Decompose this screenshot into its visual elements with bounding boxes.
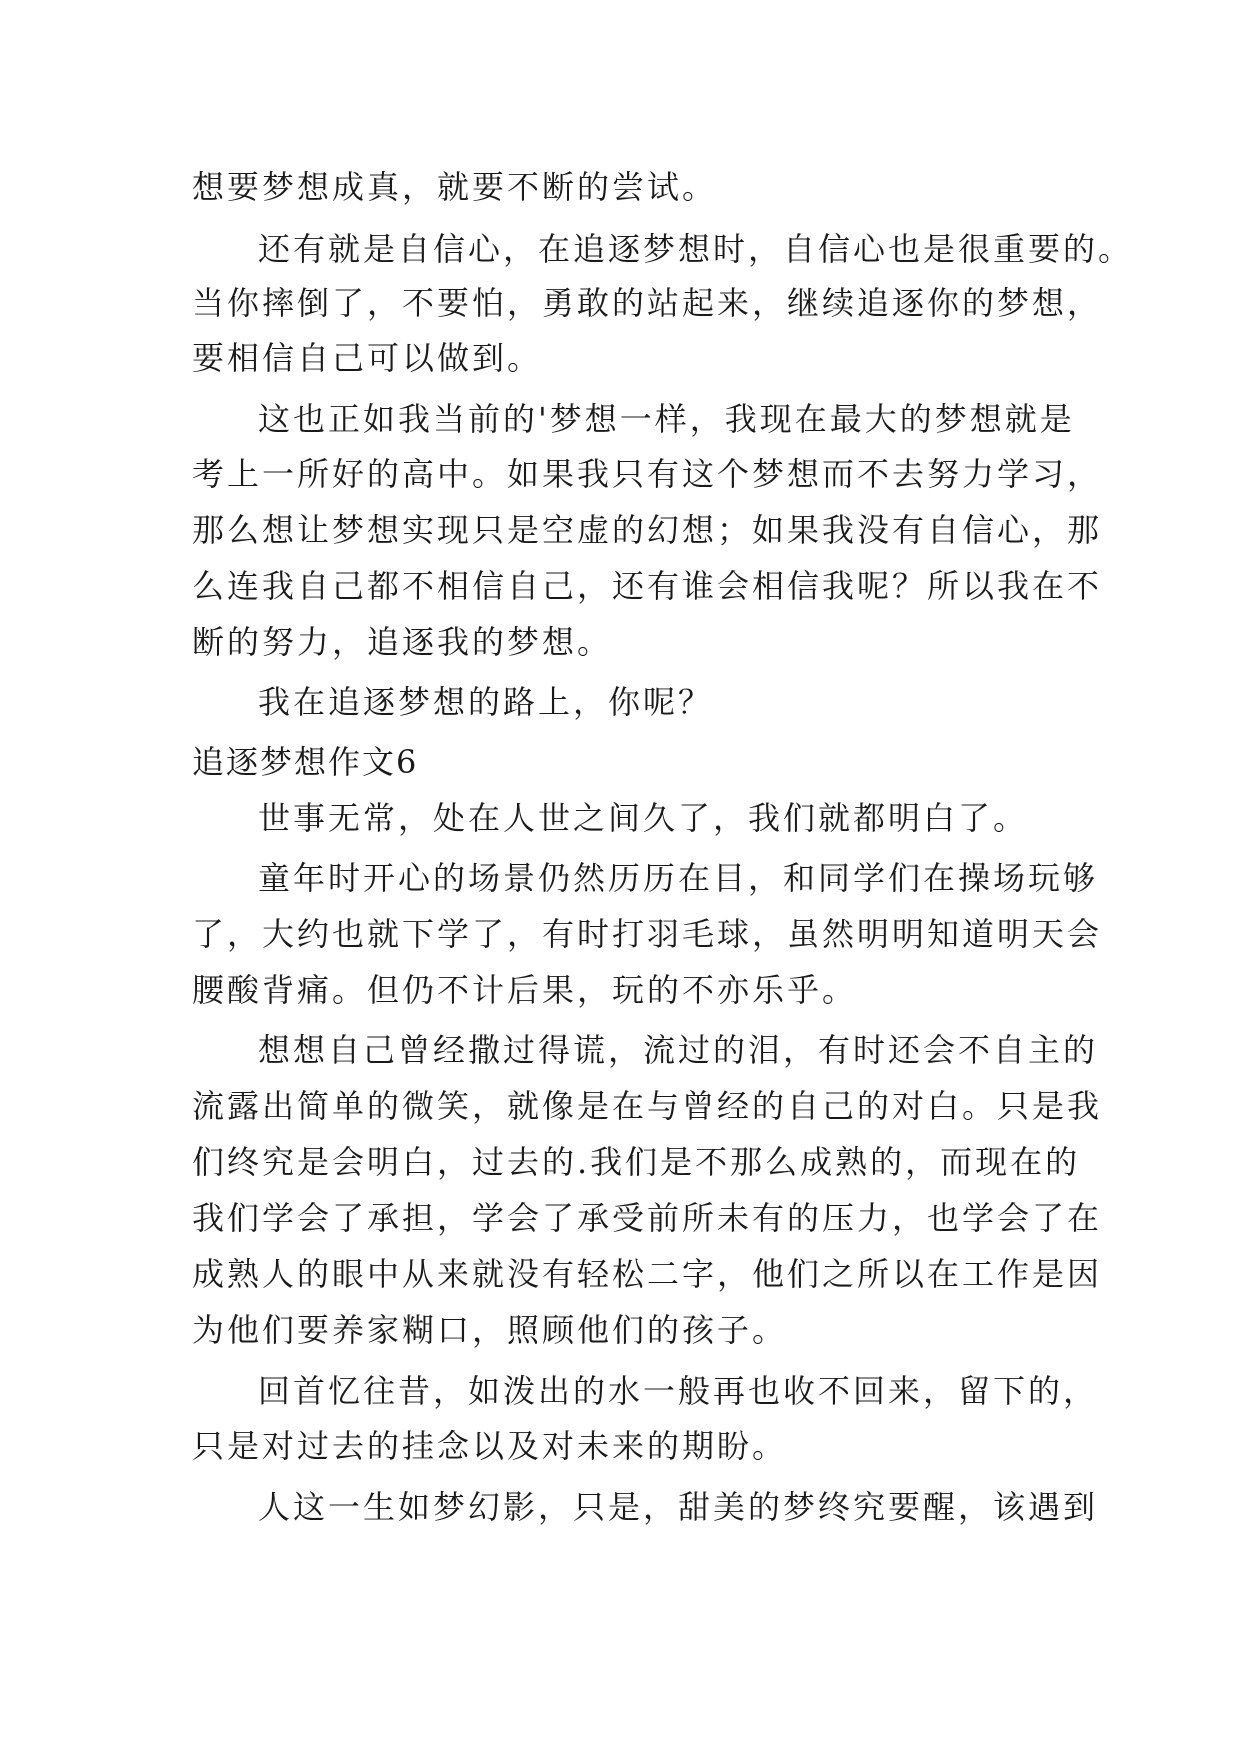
text-line: 么连我自己都不相信自己，还有谁会相信我呢？所以我在不 <box>192 567 1103 605</box>
section-title: 追逐梦想作文6 <box>192 743 419 781</box>
paragraph-start: 这也正如我当前的'梦想一样，我现在最大的梦想就是 <box>258 400 1075 438</box>
text-line: 我们学会了承担，学会了承受前所未有的压力，也学会了在 <box>192 1199 1103 1237</box>
text-line: 考上一所好的高中。如果我只有这个梦想而不去努力学习， <box>192 455 1103 493</box>
text-line: 断的努力，追逐我的梦想。 <box>192 623 613 661</box>
text-line: 那么想让梦想实现只是空虚的幻想；如果我没有自信心，那 <box>192 511 1103 549</box>
paragraph-start: 回首忆往昔，如泼出的水一般再也收不回来，留下的， <box>258 1372 1099 1410</box>
text-line: 只是对过去的挂念以及对未来的期盼。 <box>192 1427 788 1465</box>
paragraph-start: 还有就是自信心，在追逐梦想时，自信心也是很重要的。 <box>258 230 1134 268</box>
text-line: 想要梦想成真，就要不断的尝试。 <box>192 168 718 206</box>
text-line: 腰酸背痛。但仍不计后果，玩的不亦乐乎。 <box>192 971 858 1009</box>
text-line: 为他们要养家糊口，照顾他们的孩子。 <box>192 1311 788 1349</box>
text-line: 要相信自己可以做到。 <box>192 339 543 377</box>
paragraph-start: 童年时开心的场景仍然历历在目，和同学们在操场玩够 <box>258 859 1099 897</box>
text-line: 了，大约也就下学了，有时打羽毛球，虽然明明知道明天会 <box>192 915 1103 953</box>
text-line: 流露出简单的微笑，就像是在与曾经的自己的对白。只是我 <box>192 1087 1103 1125</box>
text-line: 成熟人的眼中从来就没有轻松二字，他们之所以在工作是因 <box>192 1255 1103 1293</box>
paragraph-start: 我在追逐梦想的路上，你呢？ <box>258 683 714 721</box>
paragraph-start: 想想自己曾经撒过得谎，流过的泪，有时还会不自主的 <box>258 1031 1099 1069</box>
text-line: 当你摔倒了，不要怕，勇敢的站起来，继续追逐你的梦想， <box>192 284 1103 322</box>
paragraph-start: 世事无常，处在人世之间久了，我们就都明白了。 <box>258 799 1029 837</box>
paragraph-start: 人这一生如梦幻影，只是，甜美的梦终究要醒，该遇到 <box>258 1488 1099 1526</box>
text-line: 们终究是会明白，过去的.我们是不那么成熟的，而现在的 <box>192 1143 1081 1181</box>
